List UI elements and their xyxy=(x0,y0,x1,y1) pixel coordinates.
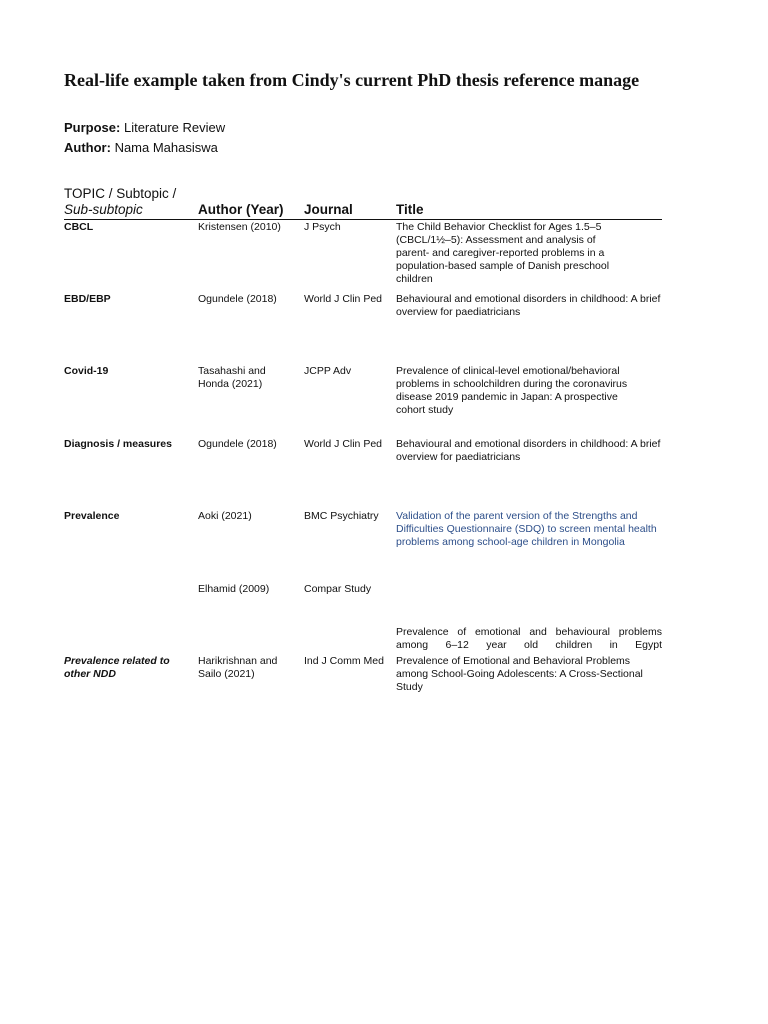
row-author: Elhamid (2009) xyxy=(198,583,270,595)
row-title: Prevalence of clinical-level emotional/behavioral problems in schoolchildren during the coronavirus disease 2019 pandemic in Japan: A prospective cohort study xyxy=(396,365,628,416)
purpose-label: Purpose: xyxy=(64,120,121,135)
row-title: The Child Behavior Checklist for Ages 1.5–5 (CBCL/1½–5): Assessment and analysis of parent- and caregiver-reported problems in a population-based sample of Danish preschool children xyxy=(396,221,610,285)
row-topic: CBCL xyxy=(64,221,94,233)
row-journal: Ind J Comm Med xyxy=(304,655,384,667)
header-topic xyxy=(64,186,176,218)
row-title: Behavioural and emotional disorders in childhood: A brief overview for paediatricians xyxy=(396,438,661,463)
row-author: Tasahashi and Honda (2021) xyxy=(198,365,266,390)
purpose-line xyxy=(64,120,225,135)
row-title: Prevalence of Emotional and Behavioral Problems among School-Going Adolescents: A Cross-Sectional Study xyxy=(396,655,643,693)
purpose-value: Literature Review xyxy=(123,120,226,135)
header-author: Author (Year) xyxy=(198,202,284,217)
row-journal: World J Clin Ped xyxy=(304,293,383,305)
header-title: Title xyxy=(396,202,424,217)
document-heading: Real-life example taken from Cindy's current PhD thesis reference manage xyxy=(64,70,640,90)
row-journal: JCPP Adv xyxy=(304,365,352,377)
row-journal: World J Clin Ped xyxy=(304,438,383,450)
header-topic-line1: TOPIC / Subtopic / xyxy=(64,186,177,201)
author-line xyxy=(64,140,218,155)
row-topic: Prevalence xyxy=(64,510,120,522)
header-journal: Journal xyxy=(304,202,353,217)
row-author: Aoki (2021) xyxy=(198,510,252,522)
row-topic: EBD/EBP xyxy=(64,293,111,305)
row-journal: J Psych xyxy=(304,221,341,233)
row-topic: Prevalence related to other NDD xyxy=(64,655,170,680)
row-title: Prevalence of emotional and behavioural problems among 6–12 year old children in Egypt xyxy=(396,626,662,651)
row-topic: Diagnosis / measures xyxy=(64,438,172,450)
row-title: Validation of the parent version of the Strengths and Difficulties Questionnaire (SDQ) to screen mental health problems among school-age children in Mongolia xyxy=(396,510,657,548)
row-author: Ogundele (2018) xyxy=(198,293,277,305)
author-value: Nama Mahasiswa xyxy=(114,140,218,155)
row-journal: BMC Psychiatry xyxy=(304,510,379,522)
row-topic: Covid-19 xyxy=(64,365,109,377)
row-journal: Compar Study xyxy=(304,583,372,595)
header-topic-line2: Sub-subtopic xyxy=(64,202,143,217)
author-label: Author: xyxy=(64,140,111,155)
row-author: Harikrishnan and Sailo (2021) xyxy=(198,655,278,680)
header-rule xyxy=(64,219,662,220)
row-author: Kristensen (2010) xyxy=(198,221,281,233)
row-title: Behavioural and emotional disorders in childhood: A brief overview for paediatricians xyxy=(396,293,661,318)
row-author: Ogundele (2018) xyxy=(198,438,277,450)
